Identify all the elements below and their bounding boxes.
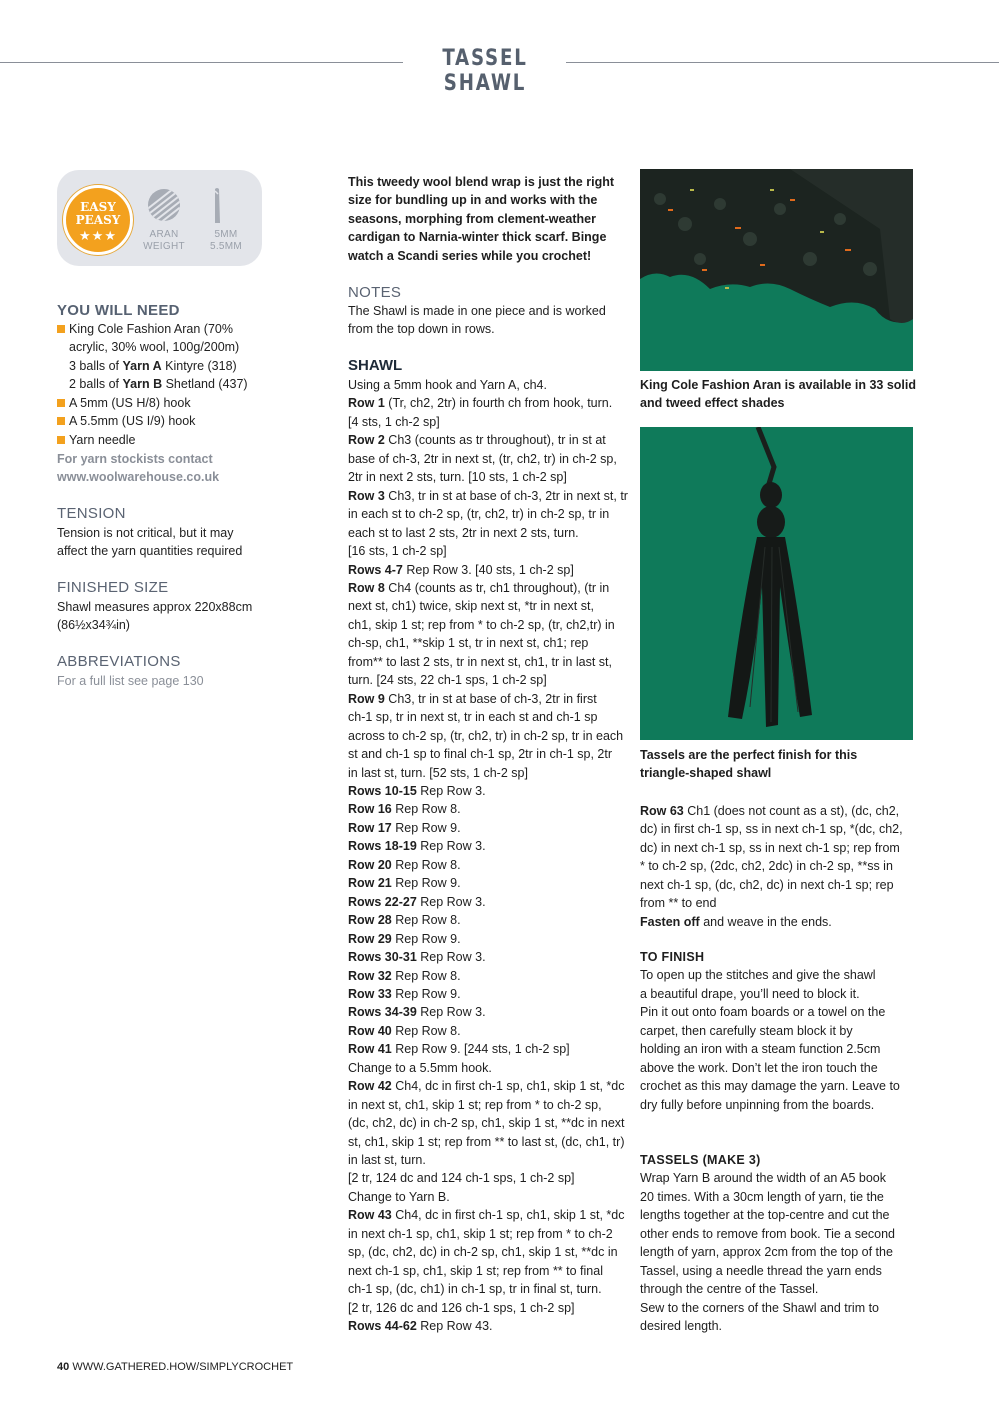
shawl-line: turn. [24 sts, 22 ch-1 sps, 1 ch-2 sp] (348, 673, 547, 688)
stockist-info: For yarn stockists contact www.woolwarehouse.co.uk (57, 450, 219, 487)
photo2-caption: Tassels are the perfect finish for this triangle-shaped shawl (640, 748, 858, 781)
bullet (57, 325, 65, 333)
shawl-line: Row 2 Ch3 (counts as tr throughout), tr in st at (348, 433, 606, 448)
intro-text: This tweedy wool blend wrap is just the right size for bundling up in and works with the seasons, morphing from clement-weather cardigan to Narnia-winter thick scarf. Binge watch a Scandi series while you crochet! (348, 175, 614, 263)
shawl-line-label: Row 42 (348, 1079, 392, 1094)
shawl-line: [2 tr, 124 dc and 124 ch-1 sps, 1 ch-2 sp] (348, 1171, 575, 1186)
shawl-heading: SHAWL (348, 357, 403, 374)
shawl-line: Row 32 Rep Row 8. (348, 968, 461, 983)
shawl-line: in next ch-1 sp, ch1, skip 1 st; rep from * to ch-2 (348, 1226, 613, 1241)
shawl-photo (640, 169, 913, 371)
to-finish-line: crochet as this may damage the yarn. Leave to (640, 1079, 900, 1094)
shawl-line: in next st, ch1, skip 1 st; rep from * to ch-2 sp, (348, 1097, 602, 1112)
row63-line: dc) in first ch-1 sp, ss in next ch-1 sp, *(dc, ch2, (640, 822, 903, 837)
shawl-line-label: Row 28 (348, 913, 392, 928)
shawl-line: [16 sts, 1 ch-2 sp] (348, 544, 447, 559)
shawl-line: Row 28 Rep Row 8. (348, 913, 461, 928)
shawl-line: Row 8 Ch4 (counts as tr, ch1 throughout), (tr in (348, 580, 610, 595)
shawl-line: each st to last 2 sts, 2tr in next 2 sts, turn. (348, 525, 579, 540)
shawl-line: Row 29 Rep Row 9. (348, 931, 461, 946)
to-finish-section (640, 948, 920, 1114)
shawl-line-label: Row 9 (348, 691, 385, 706)
shawl-line-label: Row 2 (348, 433, 385, 448)
tassels-line: desired length. (640, 1319, 723, 1334)
bullet (57, 399, 65, 407)
shawl-line: in each st to ch-2 sp, (tr, ch2, tr) in ch-2 sp, tr in (348, 507, 610, 522)
to-finish-line: To open up the stitches and give the shawl (640, 968, 876, 983)
photo1-caption: King Cole Fashion Aran is available in 33 solid and tweed effect shades (640, 378, 916, 411)
shawl-line-label: Row 29 (348, 931, 392, 946)
shawl-line: base of ch-3, 2tr in next st, (tr, ch2, tr) in ch-2 sp, (348, 451, 617, 466)
to-finish-line: holding an iron with a steam function 2.5cm (640, 1042, 881, 1057)
difficulty-badge (63, 185, 133, 255)
difficulty-text: EASY PEASY (75, 200, 121, 227)
tassels-heading: TASSELS (MAKE 3) (640, 1153, 761, 1167)
tassel-photo (640, 427, 913, 740)
row63-line: dc) in next ch-1 sp, ss in next ch-1 sp; rep from (640, 840, 900, 855)
to-finish-heading: TO FINISH (640, 950, 705, 964)
shawl-line-label: Rows 10-15 (348, 783, 417, 798)
tassels-line: Tassel, using a needle thread the yarn ends (640, 1263, 882, 1278)
shawl-line: Rows 44-62 Rep Row 43. (348, 1319, 493, 1334)
shawl-line-label: Rows 34-39 (348, 1005, 417, 1020)
shawl-line: [4 sts, 1 ch-2 sp] (348, 414, 440, 429)
abbreviations-text: For a full list see page 130 (57, 674, 204, 688)
shawl-line-label: Rows 4-7 (348, 562, 403, 577)
tassels-line: Sew to the corners of the Shawl and trim to (640, 1300, 880, 1315)
shawl-line: Rows 18-19 Rep Row 3. (348, 839, 486, 854)
shawl-line: next st, ch1) twice, skip next st, *tr in next st, (348, 599, 594, 614)
shawl-line: Row 40 Rep Row 8. (348, 1023, 461, 1038)
to-finish-line: a beautiful drape, you’ll need to block it. (640, 986, 860, 1001)
tension-text: Tension is not critical, but it may affect the yarn quantities required (57, 526, 243, 559)
shawl-line-label: Row 20 (348, 857, 392, 872)
abbreviations-heading: ABBREVIATIONS (57, 653, 181, 670)
shawl-line-label: Row 16 (348, 802, 392, 817)
tassels-line: lengths together at the top-centre and cut the (640, 1208, 890, 1223)
tassels-line: 20 times. With a 30cm length of yarn, tie the (640, 1189, 884, 1204)
finished-size-heading: FINISHED SIZE (57, 579, 169, 596)
to-finish-line: above the work. Don’t let the iron touch the (640, 1060, 878, 1075)
shawl-line: st, ch1, skip 1 st; rep from ** to last st, (dc, ch1, tr) (348, 1134, 625, 1149)
shawl-line: ch-1 sp, tr in next st, tr in each st and ch-1 sp (348, 710, 598, 725)
shawl-line: Row 1 (Tr, ch2, 2tr) in fourth ch from hook, turn. (348, 396, 613, 411)
page-number: 40 (57, 1361, 70, 1373)
you-will-need-heading: YOU WILL NEED (57, 302, 180, 319)
crochet-hook-icon (212, 187, 222, 225)
header-rule-left (0, 62, 403, 63)
stockist-link[interactable]: www.woolwarehouse.co.uk (57, 470, 220, 485)
shawl-line: Row 33 Rep Row 9. (348, 986, 461, 1001)
shawl-line: Using a 5mm hook and Yarn A, ch4. (348, 378, 547, 392)
to-finish-line: Pin it out onto foam boards or a towel on the (640, 1005, 886, 1020)
shawl-line-label: Row 1 (348, 396, 385, 411)
row63-line: next ch-1 sp, (dc, ch2, dc) in next ch-1 sp; rep (640, 877, 894, 892)
shawl-line-label: Row 33 (348, 986, 392, 1001)
shawl-line: st and ch-1 sp to final ch-1 sp, 2tr in ch-1 sp, 2tr (348, 747, 613, 762)
tassels-line: length of yarn, approx 2cm from the top of the (640, 1245, 893, 1260)
shawl-line: ch-sp, ch1, **skip 1 st, tr in next st, ch1; rep (348, 636, 589, 651)
to-finish-line: dry fully before unpinning from the boards. (640, 1097, 875, 1112)
shawl-line: Rows 10-15 Rep Row 3. (348, 783, 486, 798)
hook-size-label: 5MM 5.5MM (209, 229, 243, 252)
tension-heading: TENSION (57, 505, 126, 522)
shawl-line: ch-1 sp, (dc, ch1) in ch-1 sp, tr in final st, turn. (348, 1282, 602, 1297)
shawl-line-label: Row 8 (348, 580, 385, 595)
shawl-line: Rows 30-31 Rep Row 3. (348, 950, 486, 965)
notes-text: The Shawl is made in one piece and is worked from the top down in rows. (348, 304, 606, 337)
shawl-line: Rows 4-7 Rep Row 3. [40 sts, 1 ch-2 sp] (348, 562, 574, 577)
header-rule-right (566, 62, 999, 63)
shawl-line: Row 20 Rep Row 8. (348, 857, 461, 872)
shawl-line: Row 41 Rep Row 9. [244 sts, 1 ch-2 sp] (348, 1042, 570, 1057)
finished-size-text: Shawl measures approx 220x88cm (86½x34¾in) (57, 600, 253, 633)
shawl-line: Change to a 5.5mm hook. (348, 1060, 492, 1075)
tassels-line: Wrap Yarn B around the width of an A5 book (640, 1171, 886, 1186)
shawl-line: Row 21 Rep Row 9. (348, 876, 461, 891)
shawl-line: 2tr in next 2 sts, turn. [10 sts, 1 ch-2 sp] (348, 470, 567, 485)
shawl-line: sp, (dc, ch2, dc) in ch-2 sp, ch1, skip 1 st, **dc in (348, 1245, 618, 1260)
footer-url[interactable]: WWW.GATHERED.HOW/SIMPLYCROCHET (72, 1361, 294, 1373)
row63-line: Fasten off and weave in the ends. (640, 914, 832, 929)
tassels-line: through the centre of the Tassel. (640, 1282, 819, 1297)
row63-line-label: Row 63 (640, 804, 684, 818)
footer (57, 1361, 293, 1373)
row63-line-label: Fasten off (640, 914, 700, 929)
shawl-line: Row 43 Ch4, dc in first ch-1 sp, ch1, skip 1 st, *dc (348, 1208, 625, 1223)
shawl-line-label: Row 41 (348, 1042, 392, 1057)
shawl-line: ch1, skip 1 st; rep from * to ch-2 sp, (tr, ch2,tr) in (348, 617, 615, 632)
shawl-line-label: Rows 30-31 (348, 950, 417, 965)
bullet (57, 417, 65, 425)
yarn-weight-label: ARAN WEIGHT (143, 229, 185, 252)
row63-instructions (640, 802, 920, 931)
shawl-line-label: Rows 18-19 (348, 839, 417, 854)
shawl-line-label: Row 21 (348, 876, 392, 891)
shawl-line: Change to Yarn B. (348, 1189, 450, 1204)
shawl-line: Rows 34-39 Rep Row 3. (348, 1005, 486, 1020)
shawl-line: Rows 22-27 Rep Row 3. (348, 894, 486, 909)
shawl-line-label: Rows 22-27 (348, 894, 417, 909)
shawl-line: Row 17 Rep Row 9. (348, 820, 461, 835)
to-finish-line: carpet, then carefully steam block it by (640, 1023, 853, 1038)
need-item-yarn: King Cole Fashion Aran (70% acrylic, 30% wool, 100g/200m) 3 balls of Yarn A Kintyre (318) 2 balls of Yarn B Shetland (437) (69, 322, 248, 392)
difficulty-stars: ★★★ (79, 228, 117, 243)
need-item-hook-5mm: A 5mm (US H/8) hook (69, 396, 191, 410)
row63-line: Row 63 Ch1 (does not count as a st), (dc, ch2, (640, 804, 900, 818)
shawl-line: Row 3 Ch3, tr in st at base of ch-3, 2tr in next st, tr (348, 488, 628, 503)
shawl-line: (dc, ch2, dc) in ch-2 sp, ch1, skip 1 st, **dc in next (348, 1116, 625, 1131)
notes-heading: NOTES (348, 284, 402, 301)
shawl-line-label: Row 43 (348, 1208, 392, 1223)
shawl-line: from** to last 2 sts, tr in next st, ch1, tr in last st, (348, 654, 612, 669)
page-title: TASSEL SHAWL (442, 46, 528, 96)
shawl-line-label: Rows 44-62 (348, 1319, 417, 1334)
shawl-line: in last st, turn. (348, 1153, 426, 1168)
shawl-line: Row 9 Ch3, tr in st at base of ch-3, 2tr in first (348, 691, 597, 706)
shawl-line: Row 16 Rep Row 8. (348, 802, 461, 817)
tassels-line: other ends to remove from book. Tie a second (640, 1226, 895, 1241)
shawl-line: in last st, turn. [52 sts, 1 ch-2 sp] (348, 765, 528, 780)
shawl-line: [2 tr, 126 dc and 126 ch-1 sps, 1 ch-2 sp] (348, 1300, 575, 1315)
need-item-needle: Yarn needle (69, 433, 136, 447)
shawl-line-label: Row 3 (348, 488, 385, 503)
shawl-line-label: Row 40 (348, 1023, 392, 1038)
shawl-instructions (348, 376, 628, 1336)
bullet (57, 436, 65, 444)
yarn-ball-icon (148, 189, 180, 221)
shawl-line: across to ch-2 sp, (tr, ch2, tr) in ch-2 sp, tr in each (348, 728, 624, 743)
row63-line: from ** to end (640, 896, 717, 911)
row63-line: * to ch-2 sp, (2dc, ch2, 2dc) in ch-2 sp, **ss in (640, 859, 893, 874)
tassels-section (640, 1151, 920, 1336)
shawl-line: Row 42 Ch4, dc in first ch-1 sp, ch1, skip 1 st, *dc (348, 1079, 625, 1094)
shawl-line: next ch-1 sp, ch1, skip 1 st; rep from ** to final (348, 1263, 603, 1278)
shawl-line-label: Row 17 (348, 820, 392, 835)
need-item-hook-5-5mm: A 5.5mm (US I/9) hook (69, 414, 196, 428)
shawl-line-label: Row 32 (348, 968, 392, 983)
